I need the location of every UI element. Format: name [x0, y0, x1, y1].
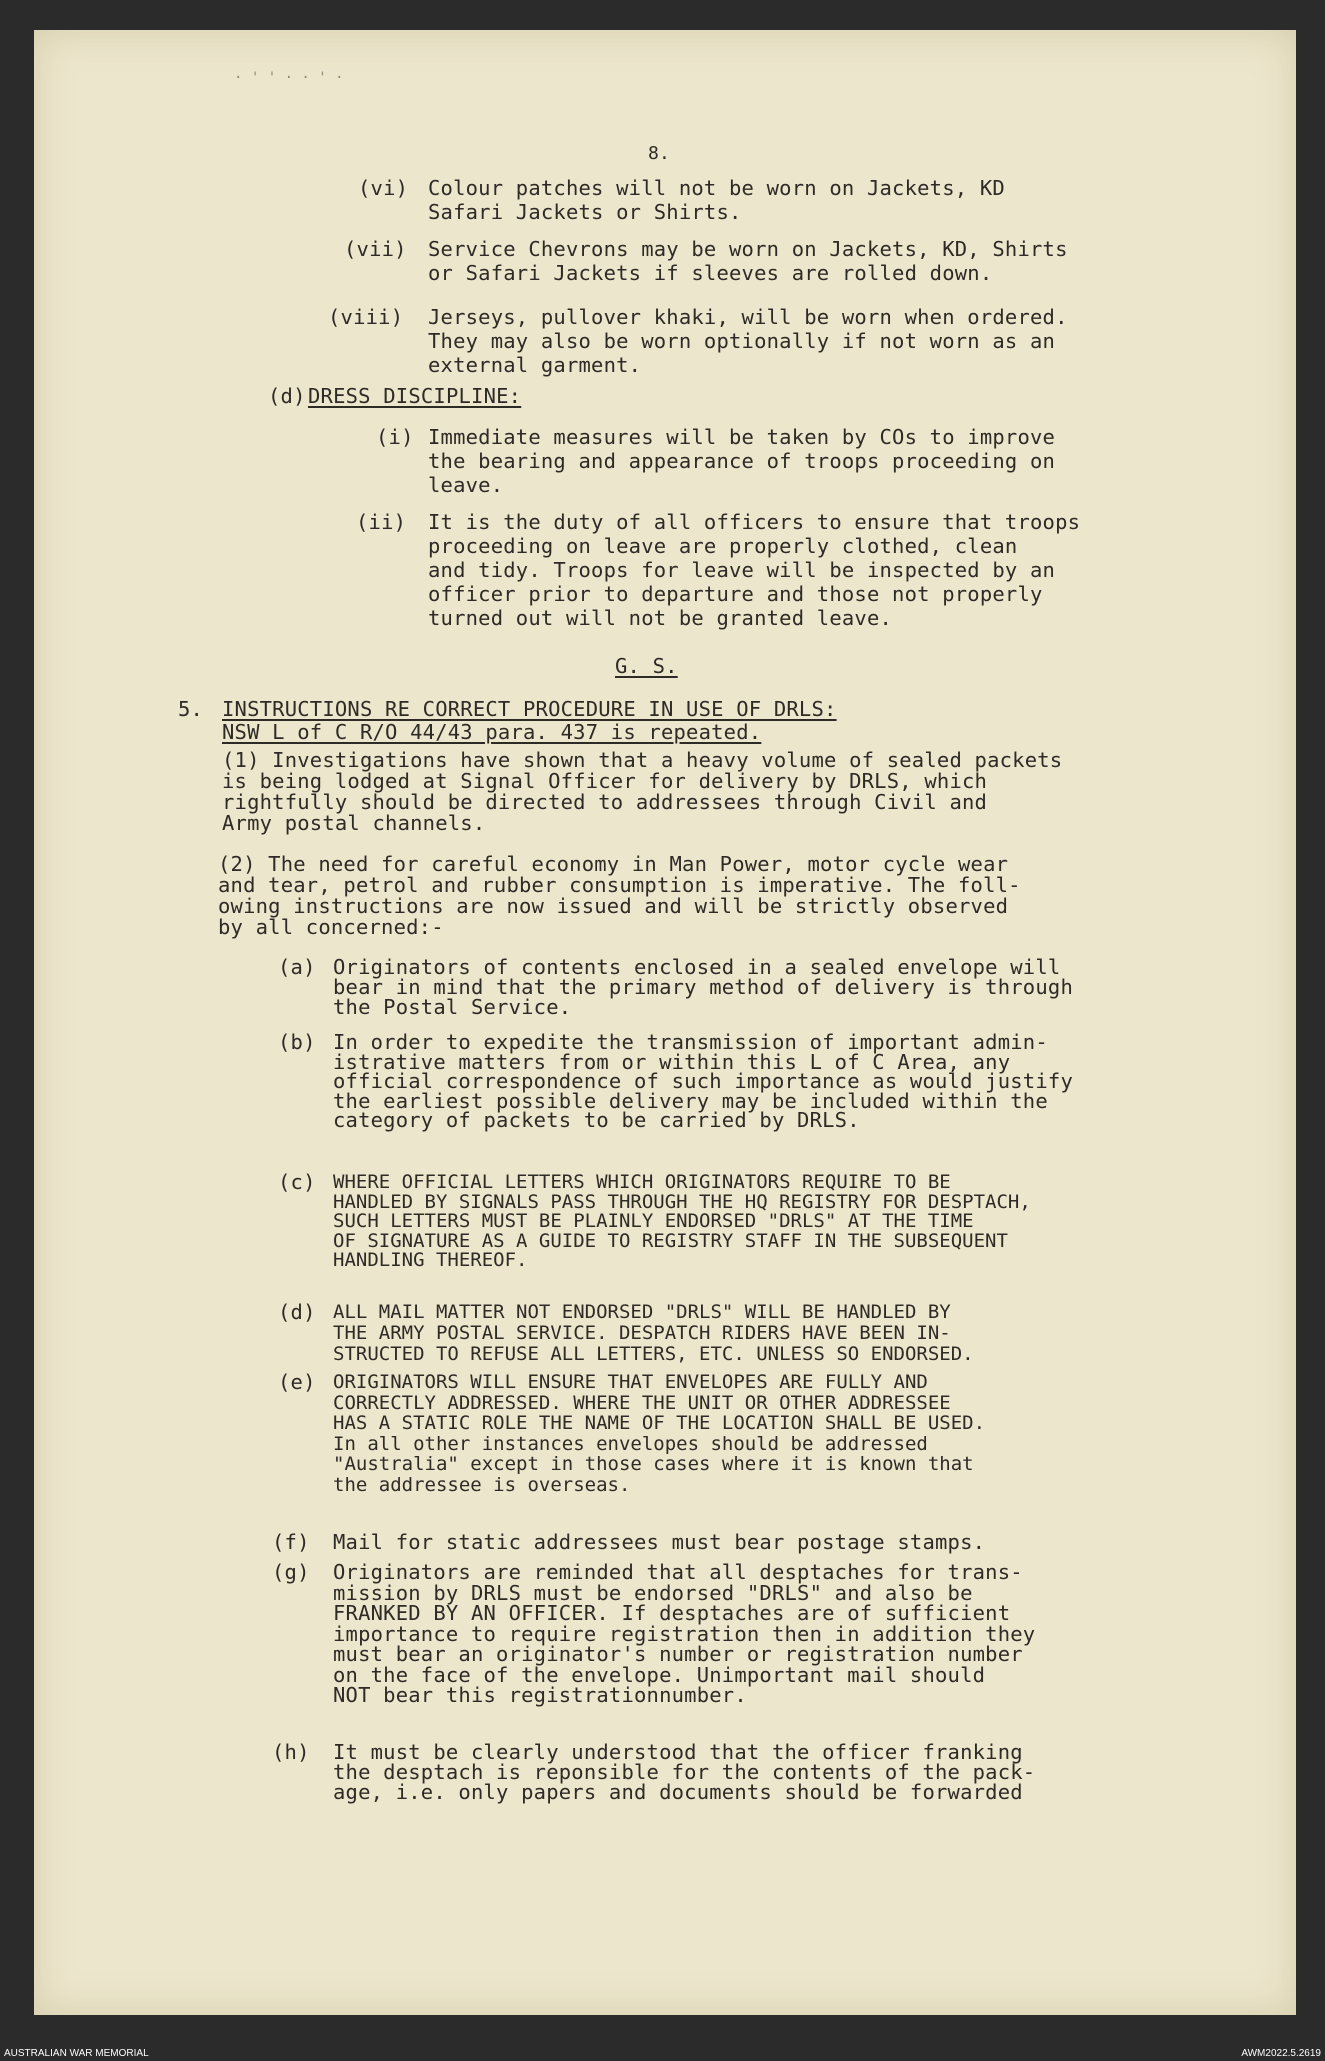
item-text-line: They may also be worn optionally if not worn as an	[428, 329, 1056, 353]
intro-line: Army postal channels.	[222, 811, 486, 835]
item-text-line: HANDLED BY SIGNALS PASS THROUGH THE HQ REGISTRY FOR DESPTACH,	[333, 1190, 1031, 1213]
paragraph-number: 5.	[178, 697, 204, 721]
item-text-line: STRUCTED TO REFUSE ALL LETTERS, ETC. UNLESS SO ENDORSED.	[333, 1343, 974, 1365]
item-text-line: turned out will not be granted leave.	[428, 606, 893, 630]
intro-line: owing instructions are now issued and will be strictly observed	[218, 894, 1009, 918]
gs-mark: G. S.	[615, 654, 678, 678]
item-label: (h)	[272, 1740, 310, 1764]
item-text-line: ORIGINATORS WILL ENSURE THAT ENVELOPES ARE FULLY AND	[333, 1371, 928, 1393]
item-label: (vi)	[358, 176, 409, 200]
item-text-line: ALL MAIL MATTER NOT ENDORSED "DRLS" WILL BE HANDLED BY	[333, 1301, 951, 1323]
item-label: (c)	[278, 1170, 316, 1194]
item-text-line: bear in mind that the primary method of delivery is through	[333, 975, 1073, 999]
item-text-line: Service Chevrons may be worn on Jackets, KD, Shirts	[428, 237, 1068, 261]
item-label: (g)	[272, 1560, 310, 1584]
item-text-line: HAS A STATIC ROLE THE NAME OF THE LOCATION SHALL BE USED.	[333, 1412, 986, 1434]
item-text-line: SUCH LETTERS MUST BE PLAINLY ENDORSED "DRLS" AT THE TIME	[333, 1210, 974, 1232]
section-heading: DRESS DISCIPLINE:	[308, 384, 522, 408]
item-text-line: or Safari Jackets if sleeves are rolled down.	[428, 261, 993, 285]
item-label: (viii)	[328, 305, 404, 329]
item-text-line: Originators are reminded that all desptaches for trans-	[333, 1560, 1023, 1584]
item-label: (i)	[376, 425, 414, 449]
item-text-line: In order to expedite the transmission of important admin-	[333, 1030, 1048, 1054]
ink-smudge: · ' ' · · ' ·	[234, 70, 344, 86]
item-label: (a)	[278, 955, 316, 979]
item-text-line: Colour patches will not be worn on Jackets, KD	[428, 176, 1005, 200]
item-text-line: the earliest possible delivery may be included within the	[333, 1088, 1048, 1113]
item-text-line: external garment.	[428, 353, 642, 377]
item-label: (ii)	[356, 510, 407, 534]
section-label: (d)	[268, 384, 306, 408]
intro-line: (1) Investigations have shown that a heavy volume of sealed packets	[222, 748, 1063, 772]
intro-line: and tear, petrol and rubber consumption is imperative. The foll-	[218, 873, 1021, 897]
item-text-line: and tidy. Troops for leave will be inspected by an	[428, 558, 1056, 582]
item-text-line: mission by DRLS must be endorsed "DRLS" and also be	[333, 1580, 973, 1605]
item-text-line: the Postal Service.	[333, 995, 572, 1019]
footer-credit: AUSTRALIAN WAR MEMORIAL	[4, 2048, 149, 2059]
item-text-line: THE ARMY POSTAL SERVICE. DESPATCH RIDERS HAVE BEEN IN-	[333, 1322, 951, 1344]
item-text-line: Safari Jackets or Shirts.	[428, 200, 742, 224]
item-text-line: category of packets to be carried by DRLS.	[333, 1108, 860, 1132]
item-text-line: the desptach is reponsible for the contents of the pack-	[333, 1760, 1036, 1784]
item-text-line: In all other instances envelopes should be addressed	[333, 1432, 928, 1455]
item-label: (vii)	[344, 237, 407, 261]
item-text-line: OF SIGNATURE AS A GUIDE TO REGISTRY STAFF IN THE SUBSEQUENT	[333, 1229, 1008, 1252]
footer-accession-number: AWM2022.5.2619	[1241, 2048, 1321, 2059]
item-text-line: Originators of contents enclosed in a sealed envelope will	[333, 955, 1061, 979]
item-label: (d)	[278, 1300, 316, 1324]
item-text-line: It is the duty of all officers to ensure that troops	[428, 510, 1081, 534]
item-text-line: "Australia" except in those cases where it is known that	[333, 1453, 974, 1475]
page-number: 8.	[648, 143, 671, 164]
item-text-line: leave.	[428, 473, 504, 497]
item-label: (f)	[272, 1530, 310, 1554]
item-text-line: officer prior to departure and those not properly	[428, 582, 1043, 606]
intro-line: is being lodged at Signal Officer for delivery by DRLS, which	[222, 769, 988, 793]
item-text-line: proceeding on leave are properly clothed, clean	[428, 534, 1018, 558]
item-text-line: official correspondence of such importance as would justify	[333, 1069, 1073, 1093]
intro-line: by all concerned:-	[218, 915, 444, 939]
item-text-line: age, i.e. only papers and documents should be forwarded	[333, 1780, 1023, 1804]
item-label: (b)	[278, 1030, 316, 1054]
item-text-line: must bear an originator's number or registration number	[333, 1642, 1023, 1666]
item-text-line: Immediate measures will be taken by COs to improve	[428, 425, 1056, 449]
item-text-line: It must be clearly understood that the officer franking	[333, 1740, 1023, 1764]
item-text-line: NOT bear this registrationnumber.	[333, 1683, 747, 1707]
item-text-line: istrative matters from or within this L of C Area, any	[333, 1049, 1011, 1074]
item-text-line: CORRECTLY ADDRESSED. WHERE THE UNIT OR OTHER ADDRESSEE	[333, 1391, 951, 1414]
item-text-line: Jerseys, pullover khaki, will be worn when ordered.	[428, 305, 1068, 329]
item-text-line: Mail for static addressees must bear postage stamps.	[333, 1530, 986, 1554]
paragraph-subheading: NSW L of C R/O 44/43 para. 437 is repeated.	[222, 720, 762, 744]
item-label: (e)	[278, 1370, 316, 1394]
item-text-line: on the face of the envelope. Unimportant mail should	[333, 1662, 986, 1687]
item-text-line: WHERE OFFICIAL LETTERS WHICH ORIGINATORS REQUIRE TO BE	[333, 1171, 951, 1193]
paragraph-heading: INSTRUCTIONS RE CORRECT PROCEDURE IN USE OF DRLS:	[222, 697, 837, 721]
intro-line: (2) The need for careful economy in Man Power, motor cycle wear	[218, 852, 1009, 876]
item-text-line: importance to require registration then in addition they	[333, 1621, 1036, 1646]
intro-line: rightfully should be directed to addressees through Civil and	[222, 790, 988, 814]
item-text-line: FRANKED BY AN OFFICER. If desptaches are of sufficient	[333, 1601, 1011, 1625]
item-text-line: HANDLING THEREOF.	[333, 1249, 528, 1271]
item-text-line: the addressee is overseas.	[333, 1473, 631, 1496]
item-text-line: the bearing and appearance of troops proceeding on	[428, 449, 1056, 473]
